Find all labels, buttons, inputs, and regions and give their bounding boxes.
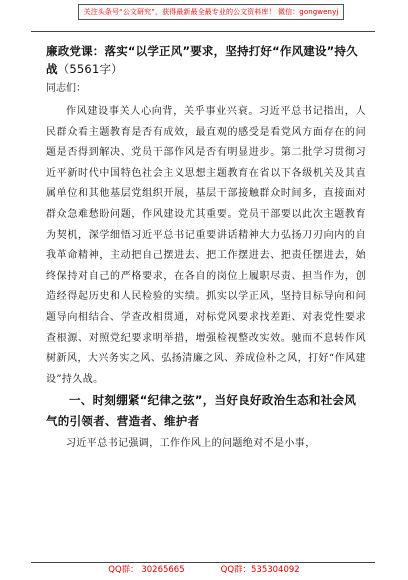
document-title	[46, 42, 366, 78]
body-paragraph-1: 作风建设事关人心向背，关乎事业兴衰。习近平总书记指出，人民群众看主题教育是否有成效，最直观的感受是看党风方面存在的问题是否得到解决、党员干部作风是否有明显进步。第二批学习贯彻习近平新时代中国特色社会主义思想主题教育在省以下各级机关及其直属单位和其他基层党组织开展，基层干部接触群众时间多，直接面对群众急难愁盼问题，作风建设尤其重要。党员干部要以此次主题教育为契机，深学细悟习近平总书记重要讲话精神大力弘扬刀刃向内的自我革命精神，主动把自己摆进去、把工作摆进去、把责任摆进去，始终保持对自己的严格要求，在各自的岗位上履职尽责、担当作为，创造经得起历史和人民检验的实绩。抓实以学正风，坚持目标导向和问题导向相结合、学查改相贯通，对标党风要求找差距、对表党性要求查根源、对照党纪要求明举措，增强检视整改实效。驰而不息转作风树新风，大兴务实之风、弘扬清廉之风、养成俭朴之风，打好“作风建设”持久战。	[46, 106, 366, 385]
word-count: （5561字）	[57, 62, 123, 76]
promo-banner-text: 关注头条号“公文研究”，获得最新最全最专业的公文资料库！ 微信：gongwenyj	[83, 7, 339, 16]
document-body	[46, 42, 366, 454]
footer-qq-group-1: QQ群： 30265665	[108, 565, 185, 575]
salutation: 同志们：	[46, 83, 86, 94]
footer-qq-group-2: QQ群：535304092	[220, 565, 300, 575]
header-divider	[31, 31, 375, 32]
promo-banner	[78, 4, 344, 20]
body-paragraph-2: 习近平总书记强调，工作作风上的问题绝对不是小事，	[66, 438, 316, 450]
footer	[0, 563, 408, 577]
section-heading-1: 一、时刻绷紧“纪律之弦”，当好良好政治生态和社会风气的引领者、营造者、维护者	[46, 393, 357, 429]
document-title-text: 廉政党课：落实“以学正风”要求，坚持打好“作风建设”持久战	[46, 44, 358, 76]
